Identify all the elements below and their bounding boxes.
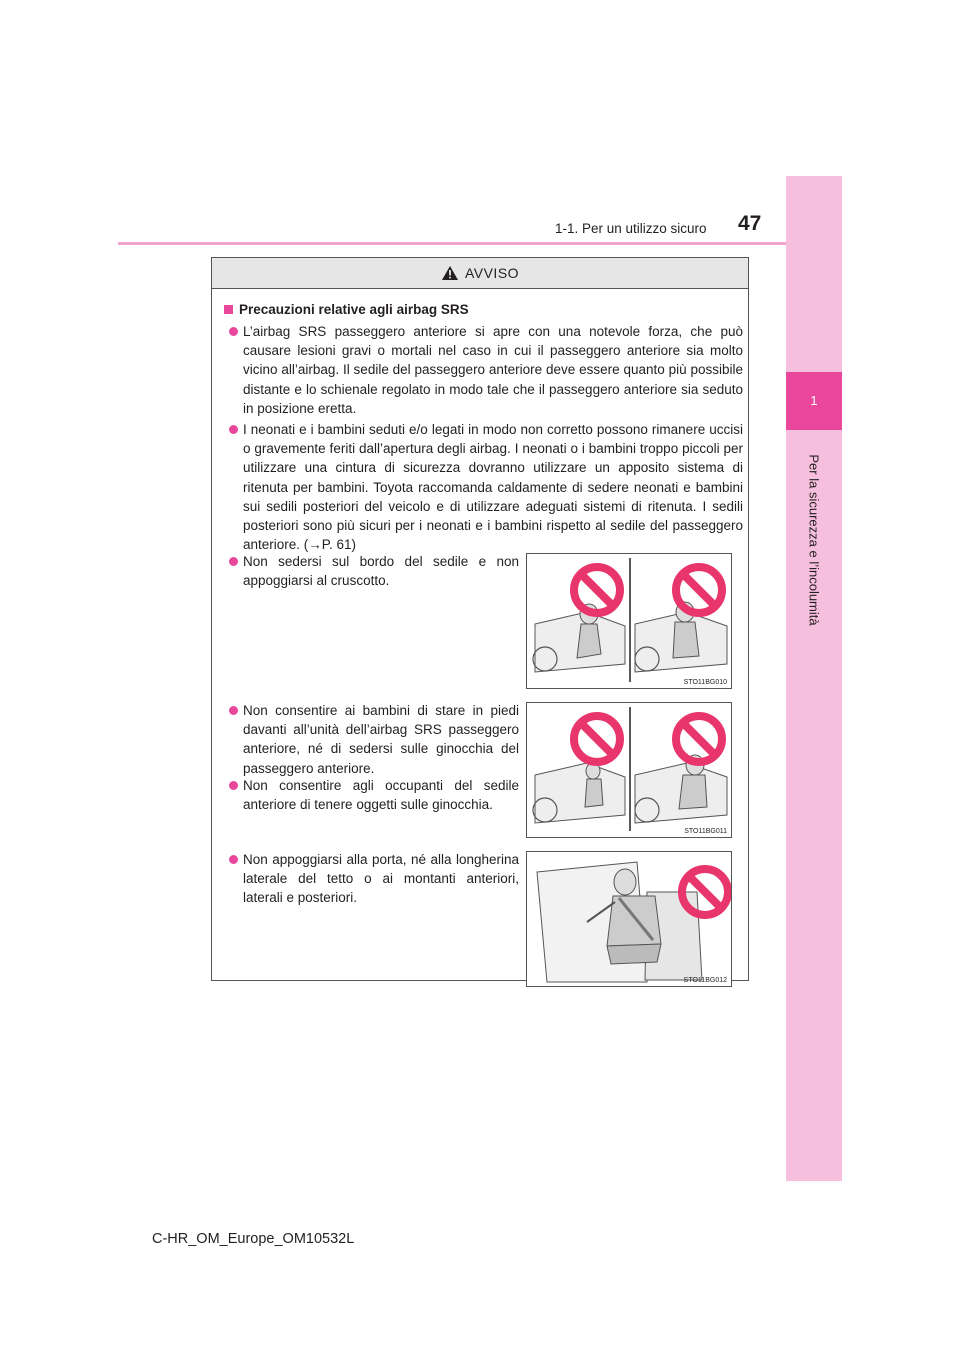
chapter-tab (786, 176, 842, 1181)
warning-triangle-icon (441, 265, 459, 281)
warning-header (212, 258, 748, 289)
illustration-drawing (527, 554, 731, 688)
warning-box (211, 257, 749, 984)
warning-title: AVVISO (464, 265, 520, 281)
illustration-drawing (527, 852, 731, 986)
figure-code: STO11BG011 (684, 828, 727, 835)
figure-code: STO11BG010 (683, 679, 727, 686)
warning-bullet: Non consentire ai bambini di stare in piedi davanti all’unità dell’airbag SRS passeggero anteriore, né di sedersi sulle ginocchia del passeggero anteriore. (229, 701, 519, 778)
warning-subhead-text: Precauzioni relative agli airbag SRS (239, 302, 469, 317)
warning-bullet: Non appoggiarsi alla porta, né alla longherina laterale del tetto o ai montanti anteriori, laterali e posteriori. (229, 850, 519, 908)
illustration-seat-edge (526, 553, 732, 689)
square-bullet-icon (224, 305, 233, 314)
section-title: 1-1. Per un utilizzo sicuro (555, 221, 707, 236)
warning-bullet: Non consentire agli occupanti del sedile anteriore di tenere oggetti sulle ginocchia. (229, 776, 519, 814)
warning-subhead (224, 302, 469, 317)
illustration-drawing (527, 703, 731, 837)
figure-code: STO11BG012 (683, 977, 727, 984)
warning-bullet: Non sedersi sul bordo del sedile e non appoggiarsi al cruscotto. (229, 552, 519, 590)
chapter-number: 1 (810, 393, 818, 408)
document-code: C-HR_OM_Europe_OM10532L (152, 1231, 355, 1247)
chapter-title: Per la sicurezza e l’incolumità (806, 454, 822, 626)
warning-bullet: I neonati e i bambini seduti e/o legati in modo non corretto possono rimanere uccisi o gravemente feriti dall’apertura degli airbag. I neonati o i bambini troppo piccoli per utilizzare una cintura di sicurezza dovranno utilizzare un apposito sistema di ritenuta per bambini. Toyota raccomanda caldamente di sedere neonati e bambini sui sedili posteriori del veicolo e di utilizzare adeguati sistemi di ritenuta. I sedili posteriori sono più sicuri per i neonati e i bambini rispetto al sedile del passeggero anteriore. (→P. 61) (229, 420, 743, 554)
header-rule (118, 242, 786, 245)
warning-bullet: L’airbag SRS passeggero anteriore si apre con una notevole forza, che può causare lesioni gravi o mortali nel caso in cui il passeggero anteriore sia molto vicino all’airbag. Il sedile del passeggero anteriore deve essere quanto più possibile distante e lo schienale regolato in modo tale che il passeggero anteriore sia seduto in posizione eretta. (229, 322, 743, 418)
illustration-door-lean (526, 851, 732, 987)
illustration-child-airbag (526, 702, 732, 838)
page-number: 47 (738, 212, 762, 235)
